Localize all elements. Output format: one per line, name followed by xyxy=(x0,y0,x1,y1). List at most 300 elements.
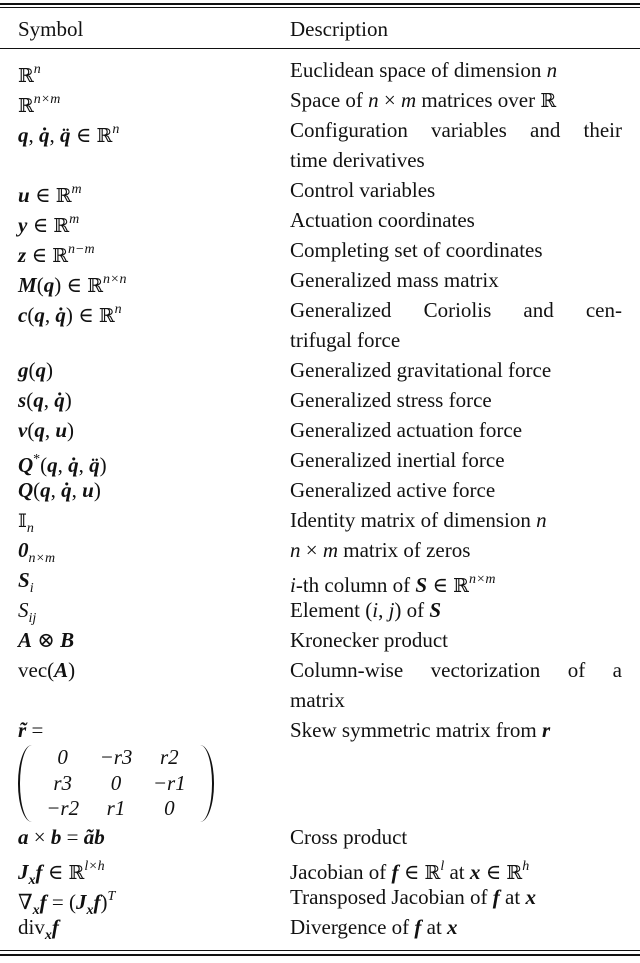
description-line xyxy=(290,235,622,265)
math-token: n xyxy=(536,508,547,532)
math-token: ∈ xyxy=(42,860,69,884)
math-token: n−m xyxy=(68,242,95,257)
math-token: ν xyxy=(18,418,28,442)
symbol-cell xyxy=(0,385,290,415)
symbol-cell xyxy=(0,55,290,85)
symbol-cell xyxy=(0,655,290,715)
math-token: Generalized inertial force xyxy=(290,448,505,472)
math-token: × xyxy=(378,88,401,112)
math-token: 0 xyxy=(18,538,29,562)
math-token: ∈ xyxy=(29,183,56,207)
math-token: m xyxy=(69,212,80,227)
matrix-entry: r2 xyxy=(159,745,179,769)
symbol-cell xyxy=(0,852,290,888)
math-token: × xyxy=(300,538,323,562)
description-line xyxy=(290,595,622,625)
symbol-cell xyxy=(0,715,290,822)
math-token: q̇ xyxy=(61,478,72,502)
math-token: ) ∈ xyxy=(54,273,88,297)
math-token: Q xyxy=(18,453,34,477)
symbol-cell xyxy=(0,295,290,355)
math-token: x xyxy=(28,873,36,888)
math-token: , xyxy=(44,418,56,442)
math-token: r̃ xyxy=(18,718,27,742)
math-token: ℝ xyxy=(52,245,69,267)
math-token: ) ∈ xyxy=(65,303,99,327)
math-token: ) xyxy=(64,388,72,412)
math-token: ) xyxy=(100,890,108,914)
top-rule-inner xyxy=(0,7,640,8)
math-token: u xyxy=(18,183,30,207)
symbol-cell xyxy=(0,625,290,655)
symbol-cell xyxy=(0,822,290,852)
math-token: ℝ xyxy=(453,575,469,597)
description-cell xyxy=(290,415,622,445)
symbol-line xyxy=(18,475,290,505)
math-token: Actuation coordinates xyxy=(290,208,475,232)
math-token: ) xyxy=(93,478,101,502)
math-token: Generalized active force xyxy=(290,478,496,502)
description-cell xyxy=(290,385,622,415)
description-cell xyxy=(290,85,622,115)
symbol-line xyxy=(18,115,290,145)
description-line xyxy=(290,655,622,685)
math-token: q xyxy=(40,478,51,502)
math-token: , xyxy=(43,388,55,412)
math-token: Cross product xyxy=(290,825,408,849)
description-cell xyxy=(290,475,622,505)
skew-matrix xyxy=(18,745,218,822)
math-token: ∈ xyxy=(70,123,97,147)
math-token: q xyxy=(43,273,55,297)
description-cell xyxy=(290,235,622,265)
math-token: ℝ xyxy=(68,862,85,884)
symbol-line xyxy=(18,355,290,385)
description-cell xyxy=(290,595,622,625)
description-line xyxy=(290,175,622,205)
header-symbol: Symbol xyxy=(18,17,84,41)
table-row xyxy=(0,85,640,115)
math-token: ⊗ xyxy=(32,628,61,652)
matrix-entry: r1 xyxy=(106,796,126,821)
description-cell xyxy=(290,715,622,822)
math-token: ∈ xyxy=(398,860,425,884)
math-token: Skew symmetric matrix from xyxy=(290,718,542,742)
symbol-line xyxy=(18,565,290,595)
table-row xyxy=(0,475,640,505)
math-token: S xyxy=(429,598,442,622)
symbol-cell xyxy=(0,505,290,535)
table-row xyxy=(0,445,640,475)
math-token: Generalized mass matrix xyxy=(290,268,499,292)
symbol-cell xyxy=(0,175,290,205)
description-cell xyxy=(290,882,622,912)
math-token: Generalized Coriolis and cen- xyxy=(290,298,622,322)
math-token: ℝ xyxy=(540,90,557,112)
description-line xyxy=(290,852,622,882)
math-token: ( xyxy=(40,453,48,477)
math-token: ∈ xyxy=(27,213,54,237)
math-token: f xyxy=(35,860,43,884)
symbol-cell xyxy=(0,265,290,295)
math-token: Generalized gravitational force xyxy=(290,358,552,382)
table-row xyxy=(0,115,640,175)
description-line xyxy=(290,475,622,505)
symbol-cell xyxy=(0,535,290,565)
math-token: q̇ xyxy=(55,303,66,327)
table-row xyxy=(0,852,640,888)
math-token: S xyxy=(415,573,428,597)
description-cell xyxy=(290,505,622,535)
math-token: n xyxy=(26,521,34,536)
math-token: x xyxy=(447,915,458,939)
math-token: ℝ xyxy=(424,862,441,884)
math-token: i xyxy=(290,573,296,597)
math-token: = xyxy=(61,825,84,849)
math-token: ij xyxy=(28,611,37,626)
math-token: Generalized actuation force xyxy=(290,418,523,442)
math-token: q xyxy=(35,358,46,382)
symbol-line xyxy=(18,822,290,852)
math-token: matrices over xyxy=(416,88,541,112)
table-row xyxy=(0,235,640,265)
math-token: time derivatives xyxy=(290,148,425,172)
math-token: , xyxy=(57,453,69,477)
symbol-cell xyxy=(0,912,290,942)
math-token: f xyxy=(391,860,399,884)
math-token: at xyxy=(444,860,470,884)
table-row xyxy=(0,505,640,535)
symbol-cell xyxy=(0,475,290,505)
math-token: m xyxy=(400,88,417,112)
header-rule xyxy=(0,48,640,49)
math-token: m xyxy=(322,538,339,562)
math-token: n xyxy=(33,62,41,77)
symbol-line xyxy=(18,445,290,475)
description-line xyxy=(290,145,622,175)
math-token: vec( xyxy=(18,658,55,682)
math-token: ) xyxy=(99,453,107,477)
symbol-line xyxy=(18,85,290,115)
table-row xyxy=(0,822,640,852)
description-line xyxy=(290,505,622,535)
math-token: f xyxy=(51,915,59,939)
table-row xyxy=(0,265,640,295)
right-parenthesis xyxy=(198,745,214,822)
matrix-entry: 0 xyxy=(110,770,122,795)
description-line xyxy=(290,55,622,85)
description-cell xyxy=(290,535,622,565)
math-token: x xyxy=(469,860,481,884)
math-token: s xyxy=(18,388,27,412)
table-row xyxy=(0,715,640,822)
math-token: u xyxy=(82,478,94,502)
table-row xyxy=(0,912,640,942)
description-line xyxy=(290,295,622,325)
math-token: r xyxy=(541,718,551,742)
symbol-line xyxy=(18,535,290,565)
symbol-cell xyxy=(0,85,290,115)
description-line xyxy=(290,882,622,912)
math-token: ℝ xyxy=(53,215,70,237)
math-token: l×h xyxy=(84,859,105,874)
math-token: matrix of zeros xyxy=(338,538,471,562)
description-cell xyxy=(290,655,622,715)
math-token: , xyxy=(28,123,39,147)
math-token: , xyxy=(78,453,90,477)
symbol-line xyxy=(18,415,290,445)
bottom-rule-inner xyxy=(0,950,640,951)
table-row xyxy=(0,625,640,655)
math-token: Configuration variables and their xyxy=(290,118,622,142)
math-token: Element ( xyxy=(290,598,373,622)
math-token: ) xyxy=(67,418,75,442)
symbol-line xyxy=(18,385,290,415)
table-row xyxy=(0,595,640,625)
symbol-line xyxy=(18,882,290,918)
math-token: at xyxy=(499,885,526,909)
matrix-entry: 0 xyxy=(164,796,175,821)
matrix-entries xyxy=(36,745,196,822)
math-token: ( xyxy=(36,273,44,297)
math-token: ) of xyxy=(394,598,430,622)
matrix-entry: r3 xyxy=(53,770,72,795)
description-line xyxy=(290,715,622,745)
math-token: Transposed Jacobian of xyxy=(290,885,493,909)
symbol-cell xyxy=(0,445,290,475)
description-line xyxy=(290,205,622,235)
description-cell xyxy=(290,265,622,295)
description-line xyxy=(290,912,622,942)
header-description: Description xyxy=(290,17,388,41)
math-token: n xyxy=(114,302,122,317)
math-token: ℝ xyxy=(55,185,72,207)
math-token: m xyxy=(71,182,82,197)
math-token: q̇ xyxy=(39,123,50,147)
math-token: j xyxy=(388,598,395,622)
math-token: ℝ xyxy=(506,862,523,884)
symbol-cell xyxy=(0,595,290,625)
symbol-cell xyxy=(0,115,290,175)
description-line xyxy=(290,685,622,715)
symbol-line xyxy=(18,595,290,625)
description-cell xyxy=(290,912,622,942)
math-token: Euclidean space of dimension xyxy=(290,58,547,82)
table-header xyxy=(0,12,640,46)
math-token: J xyxy=(76,890,87,914)
math-token: ℝ xyxy=(18,65,34,87)
math-token: Column-wise vectorization of a xyxy=(290,658,622,682)
description-cell xyxy=(290,175,622,205)
symbol-line xyxy=(18,912,290,942)
description-cell xyxy=(290,852,622,882)
math-token: q̇ xyxy=(54,388,65,412)
table-row xyxy=(0,175,640,205)
math-token: ∈ xyxy=(480,860,507,884)
math-token: q̈ xyxy=(60,123,71,147)
math-token: div xyxy=(18,915,45,939)
table-row xyxy=(0,295,640,355)
description-line xyxy=(290,415,622,445)
description-line xyxy=(290,385,622,415)
math-token: ã xyxy=(83,825,95,849)
math-token: Kronecker product xyxy=(290,628,449,652)
math-token: B xyxy=(60,628,75,652)
math-token: c xyxy=(18,303,28,327)
math-token: a xyxy=(18,825,29,849)
math-token: q̇ xyxy=(68,453,79,477)
description-line xyxy=(290,822,622,852)
symbol-line xyxy=(18,175,290,205)
description-line xyxy=(290,265,622,295)
math-token: l xyxy=(440,859,445,874)
math-token: q xyxy=(18,123,29,147)
math-token: , xyxy=(378,598,389,622)
math-token: n×m xyxy=(468,572,496,587)
description-cell xyxy=(290,565,622,595)
math-token: M xyxy=(18,273,37,297)
description-cell xyxy=(290,445,622,475)
symbol-line xyxy=(18,505,290,535)
math-token: ( xyxy=(26,388,34,412)
math-token: ( xyxy=(28,358,36,382)
math-token: S xyxy=(18,568,30,592)
math-token: u xyxy=(55,418,68,442)
math-token: ∇ xyxy=(18,890,33,914)
math-token: -th column of xyxy=(295,573,416,597)
math-token: matrix xyxy=(290,688,345,712)
math-token: ℝ xyxy=(98,305,115,327)
math-token: ) xyxy=(46,358,53,382)
math-token: n×n xyxy=(103,272,127,287)
math-token: S xyxy=(18,598,29,622)
description-line xyxy=(290,565,622,595)
math-token: , xyxy=(44,303,56,327)
math-token: Jacobian of xyxy=(290,860,392,884)
symbol-line xyxy=(18,715,290,745)
math-token: ( xyxy=(33,478,41,502)
math-token: y xyxy=(18,213,28,237)
math-token: i xyxy=(29,581,34,596)
math-token: n xyxy=(368,88,379,112)
symbol-line xyxy=(18,852,290,888)
table-row xyxy=(0,655,640,715)
math-token: ∈ xyxy=(26,243,53,267)
math-token: f xyxy=(93,890,101,914)
table-body xyxy=(0,55,640,942)
symbol-line xyxy=(18,295,290,325)
math-token: = ( xyxy=(46,890,77,914)
description-line xyxy=(290,325,622,355)
description-line xyxy=(290,115,622,145)
matrix-entry: −r1 xyxy=(152,770,186,795)
table-row xyxy=(0,535,640,565)
math-token: ℝ xyxy=(18,95,34,117)
math-token: f xyxy=(39,890,47,914)
math-token: n×m xyxy=(28,551,56,566)
table-row xyxy=(0,205,640,235)
math-token: , xyxy=(49,123,60,147)
math-token: h xyxy=(522,859,530,874)
matrix-entry: −r2 xyxy=(46,796,80,821)
math-token: Divergence of xyxy=(290,915,415,939)
math-token: ( xyxy=(27,418,35,442)
symbol-line xyxy=(18,55,290,85)
math-token: Completing set of coordinates xyxy=(290,238,543,262)
description-cell xyxy=(290,55,622,85)
math-token: b xyxy=(50,825,62,849)
symbol-cell xyxy=(0,415,290,445)
math-token: ℝ xyxy=(87,275,104,297)
math-token: Generalized stress force xyxy=(290,388,492,412)
math-token: × xyxy=(28,825,51,849)
math-token: q xyxy=(34,303,45,327)
description-cell xyxy=(290,822,622,852)
left-parenthesis xyxy=(18,745,34,822)
top-rule xyxy=(0,3,640,5)
symbol-line xyxy=(18,205,290,235)
math-token: q xyxy=(47,453,58,477)
math-token: n×m xyxy=(33,92,61,107)
math-token: 𝕀 xyxy=(18,510,27,532)
math-token: z xyxy=(18,243,27,267)
math-token: = xyxy=(26,718,44,742)
description-line xyxy=(290,85,622,115)
math-token: g xyxy=(18,358,29,382)
math-token: , xyxy=(71,478,83,502)
math-token: J xyxy=(18,860,29,884)
math-token: q̈ xyxy=(89,453,100,477)
math-token: q xyxy=(34,418,45,442)
math-token: n xyxy=(546,58,558,82)
description-line xyxy=(290,355,622,385)
description-cell xyxy=(290,625,622,655)
description-line xyxy=(290,535,622,565)
math-token: Identity matrix of dimension xyxy=(290,508,537,532)
math-token: ) xyxy=(68,658,76,682)
math-token: Control variables xyxy=(290,178,436,202)
table-row xyxy=(0,882,640,918)
math-token: x xyxy=(32,903,40,918)
math-token: , xyxy=(50,478,62,502)
description-line xyxy=(290,625,622,655)
math-token: ( xyxy=(27,303,35,327)
symbol-line xyxy=(18,625,290,655)
symbol-cell xyxy=(0,882,290,918)
math-token: x xyxy=(525,885,536,909)
math-token: ∈ xyxy=(427,573,454,597)
matrix-entry: 0 xyxy=(57,745,68,769)
symbol-line xyxy=(18,655,290,685)
symbol-cell xyxy=(0,205,290,235)
table-row xyxy=(0,55,640,85)
table-row xyxy=(0,415,640,445)
math-token: A xyxy=(54,658,69,682)
math-token: Space of xyxy=(290,88,369,112)
description-cell xyxy=(290,115,622,175)
symbol-cell xyxy=(0,565,290,595)
math-token: trifugal force xyxy=(290,328,401,352)
description-cell xyxy=(290,295,622,355)
math-token: f xyxy=(414,915,422,939)
math-token: Q xyxy=(18,478,34,502)
math-token: n xyxy=(290,538,301,562)
math-token: i xyxy=(372,598,379,622)
math-token: q xyxy=(33,388,44,412)
math-token: at xyxy=(421,915,448,939)
math-token: n xyxy=(112,122,120,137)
math-token: b xyxy=(94,825,105,849)
